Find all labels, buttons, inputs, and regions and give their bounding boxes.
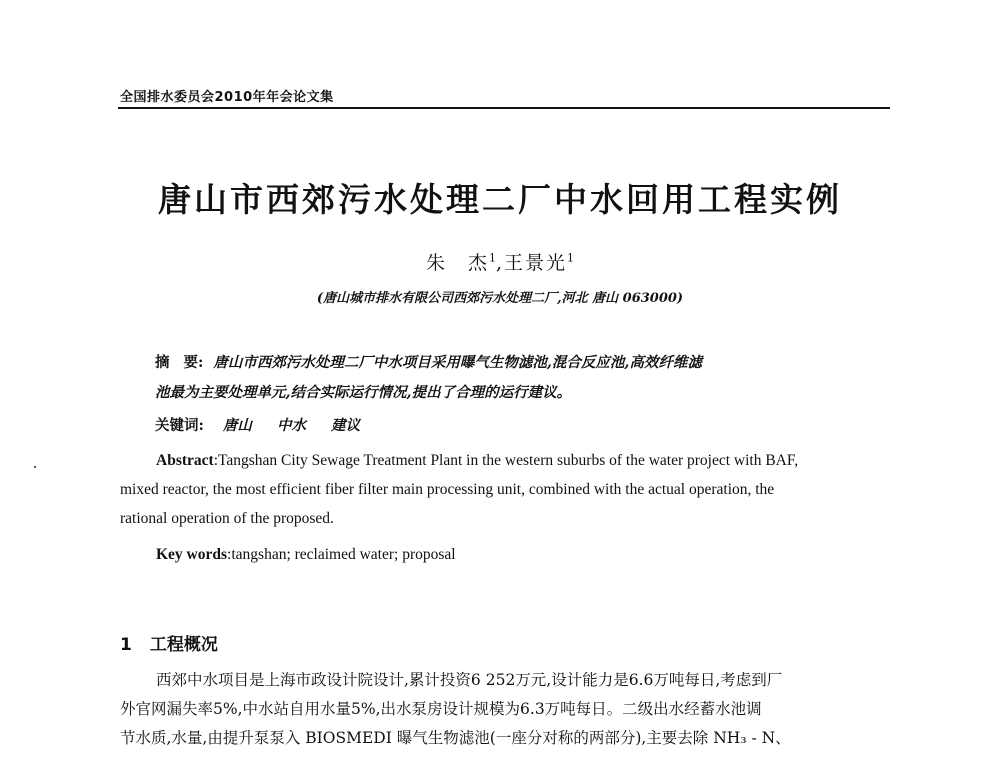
keywords-english	[156, 546, 456, 564]
abstract-english-label: Abstract	[156, 452, 214, 469]
author-affil-mark: 1	[567, 251, 575, 265]
header-rule	[118, 107, 890, 109]
abstract-english-line: Abstract:Tangshan City Sewage Treatment Plant in the western suburbs of the water project with BAF,	[156, 452, 799, 469]
keywords-chinese	[155, 414, 380, 435]
abstract-english	[120, 446, 890, 533]
section-heading	[120, 630, 218, 655]
keyword: 唐山	[222, 417, 252, 434]
section-number: 1	[120, 635, 132, 655]
keyword: 中水	[276, 417, 306, 434]
abstract-chinese	[155, 348, 865, 408]
keywords-english-text: :tangshan; reclaimed water; proposal	[227, 546, 456, 563]
section-title: 工程概况	[149, 635, 218, 655]
abstract-english-line: mixed reactor, the most efficient fiber filter main processing unit, combined with the actual operation, the	[120, 481, 775, 498]
body-line: 外官网漏失率5%,中水站自用水量5%,出水泵房设计规模为6.3万吨每日。二级出水经蓄水池调	[120, 700, 762, 718]
abstract-label: 摘 要:	[155, 354, 204, 371]
abstract-english-line: rational operation of the proposed.	[120, 510, 334, 527]
running-head: 全国排水委员会2010年年会论文集	[120, 90, 334, 105]
affiliation: (唐山城市排水有限公司西郊污水处理二厂,河北 唐山 063000)	[316, 291, 684, 306]
authors-line	[0, 248, 1000, 275]
abstract-chinese-line: 池最为主要处理单元,结合实际运行情况,提出了合理的运行建议。	[155, 384, 572, 401]
body-line: 节水质,水量,由提升泵泵入 BIOSMEDI 曝气生物滤池(一座分对称的两部分),主要去除 NH₃ - N、	[120, 729, 791, 747]
author-name: 朱 杰	[425, 252, 489, 274]
author-separator: ,	[495, 252, 505, 274]
body-line: 西郊中水项目是上海市政设计院设计,累计投资6 252万元,设计能力是6.6万吨每日,考虑到厂	[156, 671, 783, 689]
keyword: 建议	[331, 417, 361, 434]
author-name: 王景光	[504, 252, 568, 274]
section-body	[120, 666, 890, 753]
keywords-label: 关键词:	[155, 417, 204, 434]
scan-speck	[34, 466, 36, 468]
author-affil-mark: 1	[488, 251, 496, 265]
abstract-chinese-line: 摘 要: 唐山市西郊污水处理二厂中水项目采用曝气生物滤池,混合反应池,高效纤维滤	[155, 354, 702, 371]
paper-title: 唐山市西郊污水处理二厂中水回用工程实例	[158, 180, 842, 219]
keywords-english-label: Key words	[156, 546, 228, 563]
